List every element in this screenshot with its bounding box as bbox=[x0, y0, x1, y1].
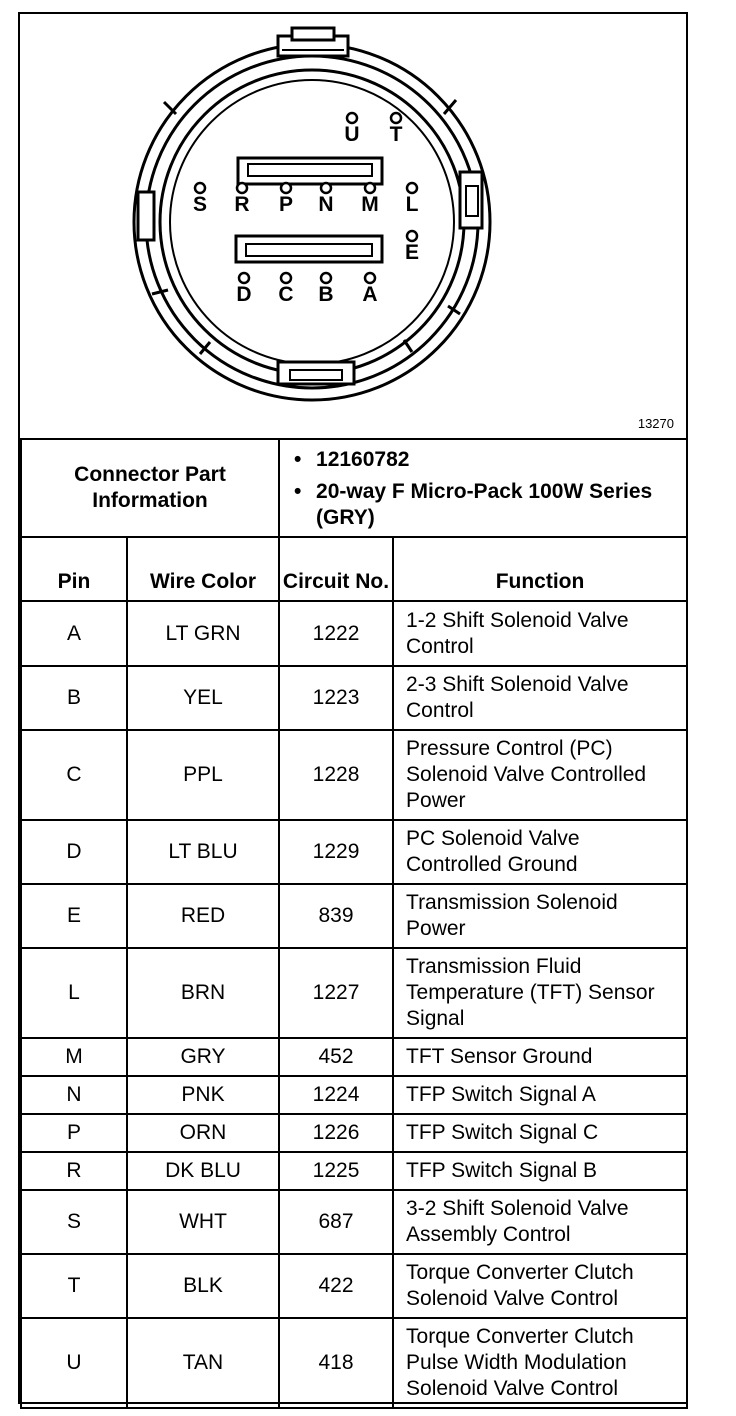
part-info-row bbox=[21, 439, 687, 537]
table-row bbox=[21, 1038, 687, 1076]
pin-e-cavity bbox=[407, 231, 417, 241]
part-info-cell bbox=[279, 439, 687, 537]
table-row bbox=[21, 884, 687, 948]
pin-cell: E bbox=[21, 884, 127, 948]
function-cell: 1-2 Shift Solenoid Valve Control bbox=[393, 601, 687, 666]
pin-u bbox=[344, 113, 359, 146]
pin-s-cavity bbox=[195, 183, 205, 193]
table-row bbox=[21, 1152, 687, 1190]
pin-n-label: N bbox=[318, 193, 334, 216]
table-row bbox=[21, 1114, 687, 1152]
pin-a-cavity bbox=[365, 273, 375, 283]
function-cell: TFP Switch Signal B bbox=[393, 1152, 687, 1190]
wire-color-cell: LT GRN bbox=[127, 601, 279, 666]
table-header-row bbox=[21, 537, 687, 601]
circuit-cell: 1225 bbox=[279, 1152, 393, 1190]
table-row bbox=[21, 1190, 687, 1254]
pin-cell: T bbox=[21, 1254, 127, 1318]
pin-cell: D bbox=[21, 820, 127, 884]
table-row bbox=[21, 666, 687, 730]
function-cell: Torque Converter Clutch Pulse Width Modulation Solenoid Valve Control bbox=[393, 1318, 687, 1408]
function-cell: Transmission Fluid Temperature (TFT) Sensor Signal bbox=[393, 948, 687, 1038]
pin-cell: S bbox=[21, 1190, 127, 1254]
circuit-cell: 1226 bbox=[279, 1114, 393, 1152]
pin-m-cavity bbox=[365, 183, 375, 193]
wire-color-cell: RED bbox=[127, 884, 279, 948]
pin-cell: R bbox=[21, 1152, 127, 1190]
pin-b-label: B bbox=[318, 283, 334, 306]
pin-t-label: T bbox=[389, 123, 403, 146]
connector-face-drawing bbox=[20, 14, 686, 438]
pin-b bbox=[318, 273, 333, 306]
pin-c-cavity bbox=[281, 273, 291, 283]
pin-b-cavity bbox=[321, 273, 331, 283]
pin-l bbox=[406, 183, 419, 216]
circuit-cell: 839 bbox=[279, 884, 393, 948]
pin-n-cavity bbox=[321, 183, 331, 193]
table-row bbox=[21, 1254, 687, 1318]
function-cell: Torque Converter Clutch Solenoid Valve Control bbox=[393, 1254, 687, 1318]
wire-color-cell: BLK bbox=[127, 1254, 279, 1318]
pin-cell: L bbox=[21, 948, 127, 1038]
left-latch bbox=[138, 192, 154, 240]
circuit-header: Circuit No. bbox=[279, 537, 393, 601]
pin-cell: U bbox=[21, 1318, 127, 1408]
function-cell: 2-3 Shift Solenoid Valve Control bbox=[393, 666, 687, 730]
wire-color-header: Wire Color bbox=[127, 537, 279, 601]
connector-frame bbox=[18, 12, 688, 1404]
circuit-cell: 1224 bbox=[279, 1076, 393, 1114]
right-latch bbox=[460, 172, 482, 228]
housing-ring-2 bbox=[146, 56, 478, 388]
pin-cell: A bbox=[21, 601, 127, 666]
table-row bbox=[21, 730, 687, 820]
wire-color-cell: LT BLU bbox=[127, 820, 279, 884]
pin-c-label: C bbox=[278, 283, 294, 306]
pin-m bbox=[361, 183, 379, 216]
wire-color-cell: ORN bbox=[127, 1114, 279, 1152]
function-cell: 3-2 Shift Solenoid Valve Assembly Control bbox=[393, 1190, 687, 1254]
circuit-cell: 452 bbox=[279, 1038, 393, 1076]
table-row bbox=[21, 601, 687, 666]
circuit-cell: 1227 bbox=[279, 948, 393, 1038]
circuit-cell: 1228 bbox=[279, 730, 393, 820]
pin-p-label: P bbox=[278, 193, 294, 216]
function-cell: PC Solenoid Valve Controlled Ground bbox=[393, 820, 687, 884]
connector-table bbox=[20, 438, 688, 1409]
wire-color-cell: BRN bbox=[127, 948, 279, 1038]
wire-color-cell: TAN bbox=[127, 1318, 279, 1408]
pin-r-cavity bbox=[237, 183, 247, 193]
pin-r bbox=[234, 183, 249, 216]
pin-cell: M bbox=[21, 1038, 127, 1076]
pin-u-label: U bbox=[344, 123, 360, 146]
wire-color-cell: WHT bbox=[127, 1190, 279, 1254]
pin-u-cavity bbox=[347, 113, 357, 123]
pin-m-label: M bbox=[361, 193, 379, 216]
pin-t-cavity bbox=[391, 113, 401, 123]
pin-a bbox=[362, 273, 377, 306]
pin-a-label: A bbox=[362, 283, 378, 306]
lower-contact-slot bbox=[236, 236, 382, 262]
circuit-cell: 422 bbox=[279, 1254, 393, 1318]
pin-p bbox=[279, 183, 293, 216]
part-info-header: Connector Part Information bbox=[21, 439, 279, 537]
circuit-cell: 687 bbox=[279, 1190, 393, 1254]
pin-cell: N bbox=[21, 1076, 127, 1114]
part-number: • 12160782 bbox=[316, 447, 680, 473]
wire-color-cell: GRY bbox=[127, 1038, 279, 1076]
wire-color-cell: YEL bbox=[127, 666, 279, 730]
inner-face-ring bbox=[170, 80, 454, 364]
function-cell: Pressure Control (PC) Solenoid Valve Controlled Power bbox=[393, 730, 687, 820]
wire-color-cell: PPL bbox=[127, 730, 279, 820]
pin-c bbox=[278, 273, 293, 306]
pin-s-label: S bbox=[192, 193, 208, 216]
pin-p-cavity bbox=[281, 183, 291, 193]
pin-t bbox=[390, 113, 403, 146]
outer-housing-ring bbox=[134, 44, 490, 400]
pin-e bbox=[405, 231, 419, 264]
wire-color-cell: DK BLU bbox=[127, 1152, 279, 1190]
part-info-list bbox=[280, 441, 686, 535]
pin-cell: P bbox=[21, 1114, 127, 1152]
circuit-cell: 1223 bbox=[279, 666, 393, 730]
pin-l-label: L bbox=[405, 193, 419, 216]
bottom-latch-key bbox=[278, 362, 354, 384]
pin-d bbox=[236, 273, 251, 306]
pin-cell: B bbox=[21, 666, 127, 730]
connector-description: • 20-way F Micro-Pack 100W Series (GRY) bbox=[316, 479, 680, 531]
function-cell: TFP Switch Signal A bbox=[393, 1076, 687, 1114]
circuit-cell: 1222 bbox=[279, 601, 393, 666]
top-latch-key bbox=[278, 28, 348, 56]
pin-s bbox=[193, 183, 207, 216]
table-row bbox=[21, 1076, 687, 1114]
pin-d-label: D bbox=[236, 283, 252, 306]
table-row bbox=[21, 820, 687, 884]
pin-layer bbox=[193, 113, 419, 306]
table-row bbox=[21, 1318, 687, 1408]
table-row bbox=[21, 948, 687, 1038]
figure-number: 13270 bbox=[637, 416, 674, 431]
circuit-cell: 1229 bbox=[279, 820, 393, 884]
pin-n bbox=[318, 183, 333, 216]
circuit-cell: 418 bbox=[279, 1318, 393, 1408]
pin-cell: C bbox=[21, 730, 127, 820]
function-cell: Transmission Solenoid Power bbox=[393, 884, 687, 948]
pin-e-label: E bbox=[404, 241, 420, 264]
housing-ring-3 bbox=[160, 70, 464, 374]
wire-color-cell: PNK bbox=[127, 1076, 279, 1114]
pin-r-label: R bbox=[234, 193, 250, 216]
function-header: Function bbox=[393, 537, 687, 601]
pin-l-cavity bbox=[407, 183, 417, 193]
function-cell: TFP Switch Signal C bbox=[393, 1114, 687, 1152]
upper-contact-slot bbox=[238, 158, 382, 184]
connector-diagram bbox=[20, 14, 686, 438]
pin-header: Pin bbox=[21, 537, 127, 601]
function-cell: TFT Sensor Ground bbox=[393, 1038, 687, 1076]
pin-d-cavity bbox=[239, 273, 249, 283]
